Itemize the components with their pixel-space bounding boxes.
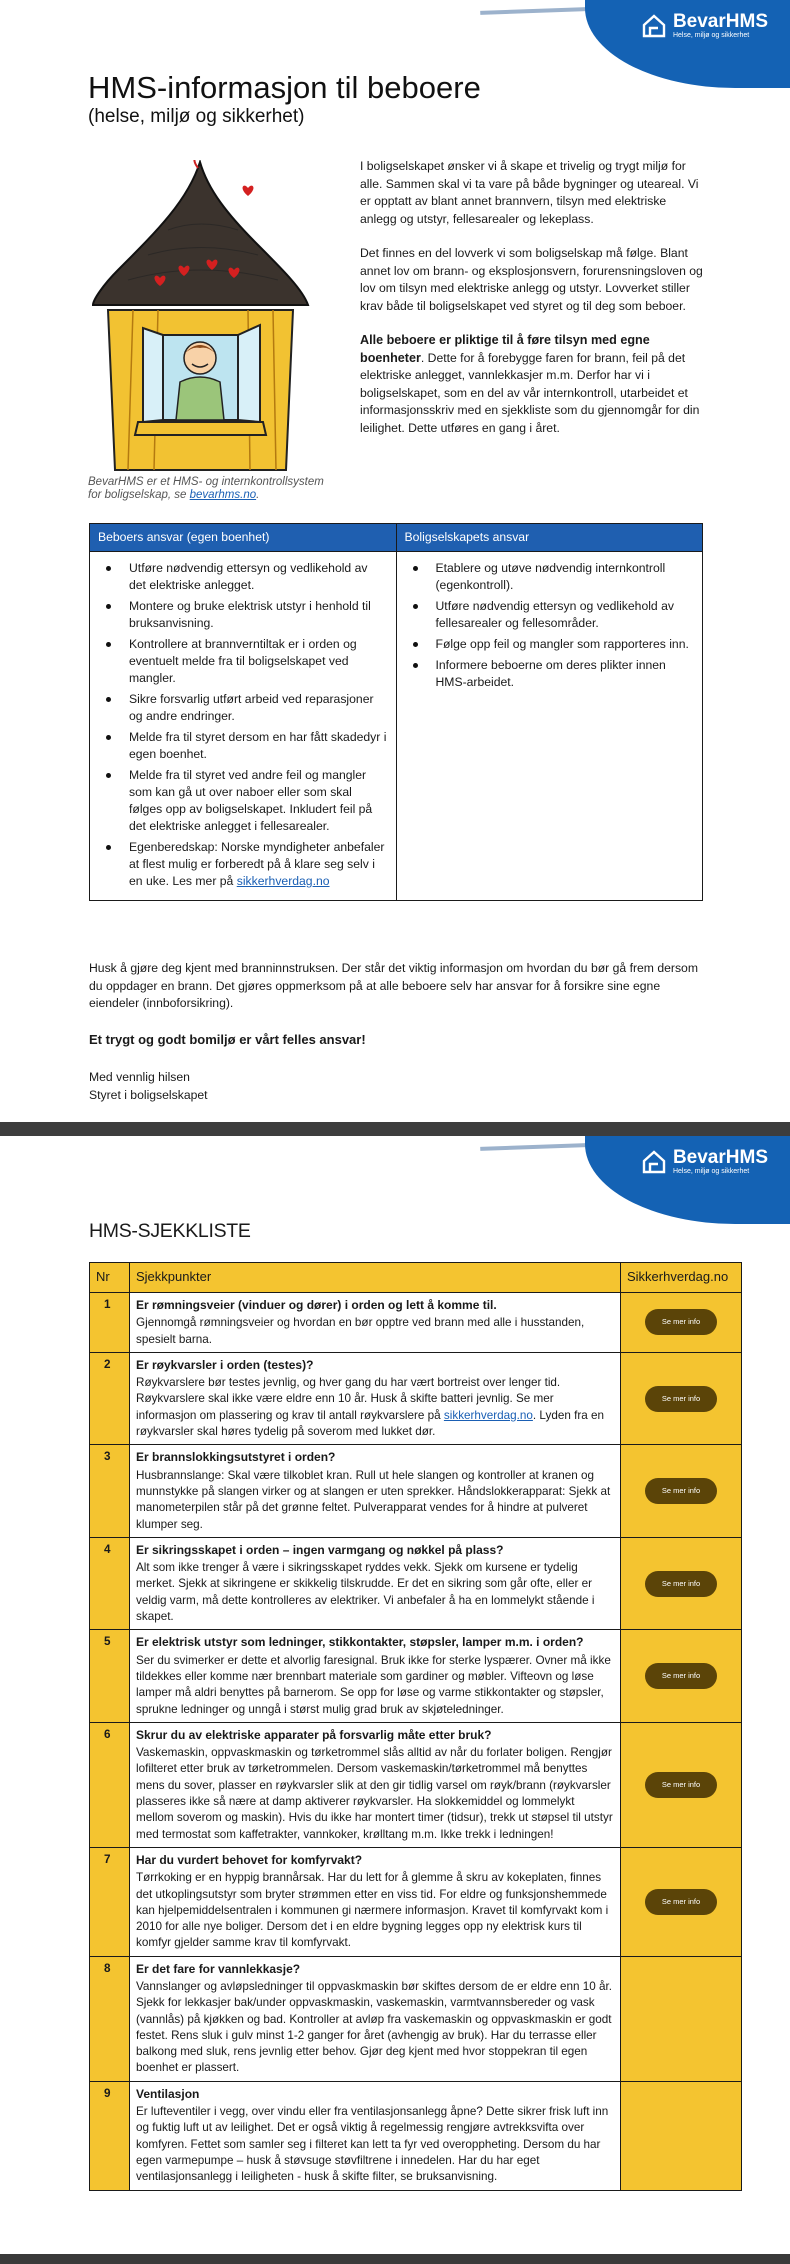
house-icon	[641, 13, 667, 39]
brand-tagline: Helse, miljø og sikkerhet	[672, 32, 750, 39]
description-text: Er lufteventiler i vegg, over vindu eller fra ventilasjonsanlegg åpne? Dette sikrer frisk luft inn og fuktig luft ut av leilighet. Det er også viktig å regelmessig rengjøre avtrekksvifta over komfyren. Fettet som samler seg i filteret kan lett ta fyr ved overoppheting. Dersom du har egen varmepumpe – husk å støvsuge støvfiltrene i innedelen. Har du har eget ventilasjonsanlegg i leiligheten - husk å skifte filter, se bruksanvisning.	[136, 2105, 609, 2184]
checkpoint-cell	[130, 1630, 621, 1722]
row-number: 2	[90, 1352, 130, 1444]
see-more-info-button[interactable]: Se mer info	[645, 1386, 717, 1412]
nr-header: Nr	[90, 1263, 130, 1293]
intro-text	[360, 158, 705, 454]
see-more-info-button[interactable]: Se mer info	[645, 1478, 717, 1504]
bevarhms-link[interactable]: bevarhms.no	[189, 489, 257, 501]
checkpoint-cell	[130, 1722, 621, 1847]
table-row	[90, 1722, 742, 1847]
checkpoints-header: Sjekkpunkter	[130, 1263, 621, 1293]
checkpoint-question: Skrur du av elektriske apparater på forsvarlig måte etter bruk?	[136, 1727, 492, 1742]
company-responsibility-header: Boligselskapets ansvar	[396, 524, 703, 552]
table-row	[90, 2081, 742, 2190]
row-number: 8	[90, 1956, 130, 2081]
brand-tagline: Helse, miljø og sikkerhet	[672, 1168, 750, 1175]
list-item: Informere beboerne om deres plikter innen HMS-arbeidet.	[405, 657, 695, 691]
sikkerhverdag-link[interactable]: sikkerhverdag.no	[236, 874, 330, 888]
brand-name: BevarHMS	[672, 1147, 768, 1168]
checkpoint-description	[136, 1560, 614, 1625]
page-2	[0, 1136, 790, 2254]
house-icon	[641, 1149, 667, 1175]
checklist-title: HMS-SJEKKLISTE	[89, 1220, 251, 1242]
description-text: Husbrannslange: Skal være tilkoblet kran. Rull ut hele slangen og kontroller at kranen og munnstykke på slangen virker og at slangen er uten sprekker. Håndslokkerapparat: Sjekk at manometerpilen står på det grønne feltet. Pulverapparat vendes for å hindre at pulveret klumper seg.	[136, 1468, 611, 1531]
checkpoint-question: Ventilasjon	[136, 2086, 200, 2101]
row-number: 4	[90, 1537, 130, 1629]
list-item: Melde fra til styret ved andre feil og mangler som kan gå ut over naboer eller som skal følges opp av boligselskapet. Inkludert feil på det elektriske anlegget i fellesarealer.	[98, 767, 388, 835]
brand-logo	[641, 1148, 768, 1176]
table-row	[90, 1630, 742, 1722]
resident-responsibility-header: Beboers ansvar (egen boenhet)	[90, 524, 397, 552]
checkpoint-description	[136, 1979, 614, 2077]
list-item: Utføre nødvendig ettersyn og vedlikehold av fellesarealer og fellesområder.	[405, 598, 695, 632]
fire-instruction-note: Husk å gjøre deg kjent med branninnstruksen. Der står det viktig informasjon om hvordan du bør gå frem dersom du oppdager en brann. Det gjøres oppmerksom på at alle beboere selv har ansvar for å forsikre sine egne eiendeler (innboforsikring).	[89, 961, 698, 1010]
list-item: Kontrollere at brannverntiltak er i orden og eventuelt melde fra til boligselskapet ved mangler.	[98, 636, 388, 687]
preparedness-text: Egenberedskap: Norske myndigheter anbefaler at flest mulig er forberedt på å klare seg selv i en uke. Les mer på	[129, 840, 385, 888]
checkpoint-question: Er sikringsskapet i orden – ingen varmgang og nøkkel på plass?	[136, 1542, 504, 1557]
intro-paragraph-3	[360, 332, 705, 437]
checkpoint-question: Er elektrisk utstyr som ledninger, stikkontakter, støpsler, lamper m.m. i orden?	[136, 1635, 584, 1650]
checkpoint-description	[136, 1745, 614, 1843]
list-item: Følge opp feil og mangler som rapporteres inn.	[405, 636, 695, 653]
company-responsibility-list	[405, 560, 695, 691]
checkpoint-cell	[130, 2081, 621, 2190]
shared-responsibility-heading: Et trygt og godt bomiljø er vårt felles ansvar!	[89, 1032, 366, 1047]
intro-paragraph-2: Det finnes en del lovverk vi som boligselskap må følge. Blant annet lov om brann- og eksplosjonsvern, forurensningsloven og lov om tilsyn med elektriske anlegg og utstyr. Lovverket stiller krav både til boligselskapet ved styret og til deg som beboer.	[360, 246, 703, 313]
signature: Styret i boligselskapet	[89, 1088, 208, 1102]
brand-name: BevarHMS	[672, 11, 768, 32]
checklist-body	[90, 1293, 742, 2191]
intro-paragraph-1: I boligselskapet ønsker vi å skape et trivelig og trygt miljø for alle. Sammen skal vi ta vare på både bygninger og uteareal. Vi er opptatt av blant annet brannvern, tilsyn med elektriske anlegg og utstyr, fellesarealer og lekeplass.	[360, 159, 699, 226]
table-row	[90, 1847, 742, 1956]
info-cell	[621, 1352, 742, 1444]
intro-duty-bold: Alle beboere er pliktige til å føre tilsyn med egne boenheter	[360, 333, 650, 365]
intro-duty-rest: . Dette for å forebygge faren for brann, feil på det elektriske anlegget, vannlekkasjer m.m. Derfor har vi i boligselskapet, som en del av vår internkontroll, utarbeidet et informasjonsskriv med en sjekkliste som du gjennomgår for din leilighet. Dette utføres en gang i året.	[360, 350, 700, 435]
caption-end: .	[256, 489, 260, 501]
checkpoint-description	[136, 1315, 614, 1348]
greeting: Med vennlig hilsen	[89, 1070, 190, 1084]
info-cell	[621, 1537, 742, 1629]
responsibility-table	[89, 523, 703, 901]
page-separator	[0, 1122, 790, 1136]
description-text: Alt som ikke trenger å være i sikringsskapet ryddes vekk. Sjekk om kursene er tydelig merket. Sjekk at sikringene er skikkelig tilskrudde. Er det en sikring som går ofte, eller er veldig varm, må dette kontrolleres av elektriker. Vi anbefaler å ha en lommelykt stående i skapet.	[136, 1561, 595, 1624]
description-text: Tørrkoking er en hyppig brannårsak. Har du lett for å glemme å skru av kokeplaten, finnes det utkoplingsutstyr som bryter strømmen etter en viss tid. For eldre og funksjonshemmede kan hjelpemiddelsentralen i kommunen gi nærmere informasjon. Kravet til komfyrvakt kom i 2010 for alle nye boliger. Dersom det i en eldre bygning legges opp ny elektrisk kurs til komfyr gjelder samme krav til komfyrvakt.	[136, 1871, 609, 1950]
info-cell	[621, 1847, 742, 1956]
checkpoint-description	[136, 1870, 614, 1951]
checklist-table	[89, 1262, 742, 2191]
row-number: 6	[90, 1722, 130, 1847]
list-item: Melde fra til styret dersom en har fått skadedyr i egen boenhet.	[98, 729, 388, 763]
checkpoint-question: Er rømningsveier (vinduer og dører) i orden og lett å komme til.	[136, 1298, 497, 1312]
checkpoint-description	[136, 2104, 614, 2185]
see-more-info-button[interactable]: Se mer info	[645, 1772, 717, 1798]
checkpoint-question: Har du vurdert behovet for komfyrvakt?	[136, 1852, 363, 1867]
checkpoint-question: Er brannslokkingsutstyret i orden?	[136, 1450, 336, 1465]
brand-logo	[641, 12, 768, 40]
checkpoint-question: Er røykvarsler i orden (testes)?	[136, 1357, 314, 1372]
table-row	[90, 1956, 742, 2081]
description-text-after: . Lyden fra en røykvarsler skal høres tydelig på soverom med lukket dør.	[136, 1408, 604, 1439]
page-1	[0, 0, 790, 1122]
info-cell	[621, 1722, 742, 1847]
checkpoint-description	[136, 1468, 614, 1533]
checkpoint-cell	[130, 1352, 621, 1444]
row-number: 1	[90, 1293, 130, 1353]
see-more-info-button[interactable]: Se mer info	[645, 1663, 717, 1689]
image-caption	[88, 476, 328, 502]
checkpoint-question: Er det fare for vannlekkasje?	[136, 1961, 301, 1976]
table-row	[90, 1293, 742, 1353]
caption-text: BevarHMS er et HMS- og internkontrollsystem for boligselskap, se	[88, 476, 324, 501]
see-more-info-button[interactable]: Se mer info	[645, 1309, 717, 1335]
row-number: 9	[90, 2081, 130, 2190]
sikkerhverdag-header: Sikkerhverdag.no	[621, 1263, 742, 1293]
list-item	[98, 839, 388, 890]
closing	[89, 1068, 208, 1104]
info-cell	[621, 2081, 742, 2190]
list-item: Utføre nødvendig ettersyn og vedlikehold av det elektriske anlegget.	[98, 560, 388, 594]
company-responsibility-cell	[396, 552, 703, 901]
row-number: 3	[90, 1445, 130, 1537]
description-text: Røykvarslere bør testes jevnlig, og hver gang du har vært bortreist over lenger tid. Røykvarslere skal ikke være eldre enn 10 år. Husk å skifte batteri jevnlig. Se mer informasjon om plassering og krav til antall røykvarslere på	[136, 1376, 561, 1422]
checkpoint-cell	[130, 1847, 621, 1956]
info-cell	[621, 1445, 742, 1537]
description-text: Gjennomgå rømningsveier og hvordan en bør opptre ved brann med alle i husstanden, spesielt barna.	[136, 1316, 585, 1346]
description-text: Ser du svimerker er dette et alvorlig faresignal. Bruk ikke for sterke lyspærer. Ovner må ikke tildekkes eller komme nær brennbart materiale som gardiner og møbler. Vifteovn og løse lamper må aldri benyttes på barnerom. Se opp for løse og varme stikkontakter og støpsler, sprukne ledninger og unngå i størst mulig grad bruk av skjøteledninger.	[136, 1653, 611, 1716]
page-subtitle: (helse, miljø og sikkerhet)	[88, 106, 305, 127]
checkpoint-cell	[130, 1445, 621, 1537]
house-illustration	[88, 160, 313, 475]
row-number: 7	[90, 1847, 130, 1956]
checkpoint-description	[136, 1653, 614, 1718]
description-text: Vannslanger og avløpsledninger til oppvaskmaskin bør skiftes dersom de er eldre enn 10 år. Sjekk for lekkasjer bak/under oppvaskmaskin, vaskemaskin, varmtvannsbereder og vask (vannlås) på kjøkken og bad. Kontroller at avløp fra vaskemaskin og oppvaskmaskin er godt festet. Rens sluk i gulv minst 1-2 ganger for året (avhengig av bruk). Har du terrasse eller balkong med sluk, rens jevnlig etter behov. Gjør deg kjent med hvor stoppekran til egen boenhet er plassert.	[136, 1979, 612, 2075]
info-cell	[621, 1956, 742, 2081]
resident-responsibility-cell	[90, 552, 397, 901]
checkpoint-cell	[130, 1956, 621, 2081]
info-cell	[621, 1630, 742, 1722]
checkpoint-cell	[130, 1293, 621, 1353]
row-number: 5	[90, 1630, 130, 1722]
list-item: Etablere og utøve nødvendig internkontroll (egenkontroll).	[405, 560, 695, 594]
table-row	[90, 1537, 742, 1629]
checkpoint-cell	[130, 1537, 621, 1629]
description-text: Vaskemaskin, oppvaskmaskin og tørketrommel slås alltid av når du forlater boligen. Rengjør lofilteret etter bruk av tørketrommelen. Dersom vaskemaskin/tørketrommel må benyttes mens du sover, plasser en røykvarsler slik at den gir tidlig varsel om røyk/brann (røykvarsler plasseres ikke så nære at damp aktiverer røykvarsler. Ha slokkemiddel og lommelykt mellom soverom og maskin). Hvis du ikke har montert timer (tidsur), trekk ut støpsel til utstyr med termostat som kaffetrakter, vannkoker, krølltang m.m. Ikke trekk i ledningen!	[136, 1746, 613, 1841]
see-more-info-button[interactable]: Se mer info	[645, 1889, 717, 1915]
list-item: Montere og bruke elektrisk utstyr i henhold til bruksanvisning.	[98, 598, 388, 632]
see-more-info-button[interactable]: Se mer info	[645, 1571, 717, 1597]
table-row	[90, 1352, 742, 1444]
list-item: Sikre forsvarlig utført arbeid ved reparasjoner og andre endringer.	[98, 691, 388, 725]
info-cell	[621, 1293, 742, 1353]
page-title: HMS-informasjon til beboere	[88, 70, 481, 105]
table-row	[90, 1445, 742, 1537]
sikkerhverdag-link[interactable]: sikkerhverdag.no	[443, 1408, 533, 1422]
resident-responsibility-list	[98, 560, 388, 890]
checkpoint-description	[136, 1375, 614, 1440]
